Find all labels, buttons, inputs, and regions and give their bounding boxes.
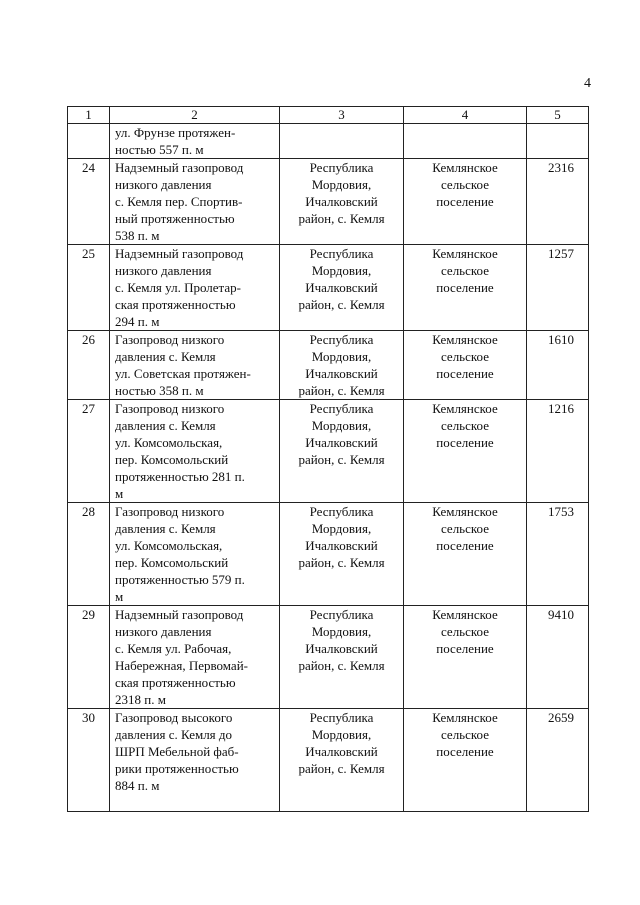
owner-line: сельское [441, 349, 489, 364]
object-name-line: ская протяженностью [115, 297, 236, 312]
row-number-cell: 26 [68, 331, 110, 400]
object-name-line: ностью 557 п. м [115, 142, 204, 157]
owner-line: сельское [441, 263, 489, 278]
owner-line: Кемлянское [432, 607, 498, 622]
location-line: Мордовия, [311, 624, 372, 639]
row-number-cell: 25 [68, 245, 110, 331]
table-row [68, 606, 589, 709]
location-line: Республика [309, 710, 374, 725]
location-line: Мордовия, [311, 521, 372, 536]
value-cell: 2316 [527, 159, 589, 245]
owner-line: сельское [441, 624, 489, 639]
column-header: 3 [280, 107, 404, 124]
object-name-line: ул. Советская протяжен- [115, 366, 251, 381]
column-header: 1 [68, 107, 110, 124]
object-name-line: рики протяженностью [115, 761, 239, 776]
row-number-cell: 29 [68, 606, 110, 709]
value-cell: 1216 [527, 400, 589, 503]
table-row [68, 159, 589, 245]
owner-line: поселение [436, 280, 494, 295]
object-name-line: Газопровод низкого [115, 332, 225, 347]
object-name-line: Газопровод низкого [115, 401, 225, 416]
table-row [68, 503, 589, 606]
location-line: район, с. Кемля [298, 658, 385, 673]
object-name-cell [110, 400, 280, 503]
object-name-line: 884 п. м [115, 778, 160, 793]
object-name-line: Набережная, Первомай- [115, 658, 248, 673]
location-line: Республика [309, 607, 374, 622]
value-cell [527, 124, 589, 159]
owner-line: поселение [436, 641, 494, 656]
table-row [68, 331, 589, 400]
value-cell: 2659 [527, 709, 589, 812]
object-name-cell [110, 124, 280, 159]
table-row [68, 245, 589, 331]
location-cell [280, 400, 404, 503]
owner-cell [404, 606, 527, 709]
location-cell [280, 709, 404, 812]
location-line: Республика [309, 160, 374, 175]
object-name-line: ный протяженностью [115, 211, 235, 226]
row-number-cell [68, 124, 110, 159]
object-name-line: Газопровод низкого [115, 504, 225, 519]
object-name-line: низкого давления [115, 177, 212, 192]
object-name-line: с. Кемля пер. Спортив- [115, 194, 243, 209]
owner-line: поселение [436, 744, 494, 759]
location-line: Ичалковский [305, 641, 378, 656]
column-header: 4 [404, 107, 527, 124]
owner-line: поселение [436, 366, 494, 381]
owner-line: Кемлянское [432, 246, 498, 261]
object-name-line: Надземный газопровод [115, 246, 244, 261]
column-header: 5 [527, 107, 589, 124]
location-line: район, с. Кемля [298, 452, 385, 467]
object-name-line: с. Кемля ул. Рабочая, [115, 641, 232, 656]
table-row [68, 400, 589, 503]
object-name-line: ул. Комсомольская, [115, 435, 223, 450]
row-number-cell: 27 [68, 400, 110, 503]
location-line: Республика [309, 401, 374, 416]
gas-pipeline-registry-table [67, 106, 589, 812]
object-name-line: м [115, 589, 124, 604]
location-line: Республика [309, 504, 374, 519]
location-line: Мордовия, [311, 727, 372, 742]
location-cell [280, 503, 404, 606]
owner-line: поселение [436, 194, 494, 209]
object-name-line: пер. Комсомольский [115, 452, 229, 467]
object-name-line: низкого давления [115, 263, 212, 278]
location-cell [280, 159, 404, 245]
object-name-line: пер. Комсомольский [115, 555, 229, 570]
owner-cell [404, 400, 527, 503]
object-name-line: 2318 п. м [115, 692, 166, 707]
location-line: район, с. Кемля [298, 211, 385, 226]
object-name-line: 294 п. м [115, 314, 160, 329]
location-cell [280, 245, 404, 331]
location-line: Мордовия, [311, 418, 372, 433]
object-name-cell [110, 159, 280, 245]
object-name-line: ностью 358 п. м [115, 383, 204, 398]
object-name-line: давления с. Кемля [115, 521, 216, 536]
owner-cell [404, 503, 527, 606]
location-line: район, с. Кемля [298, 555, 385, 570]
page-number: 4 [584, 76, 591, 91]
location-line: Ичалковский [305, 538, 378, 553]
object-name-line: Надземный газопровод [115, 607, 244, 622]
object-name-cell [110, 503, 280, 606]
owner-line: сельское [441, 727, 489, 742]
owner-line: Кемлянское [432, 504, 498, 519]
value-cell: 1610 [527, 331, 589, 400]
location-cell [280, 124, 404, 159]
column-header: 2 [110, 107, 280, 124]
value-cell: 1753 [527, 503, 589, 606]
object-name-line: ская протяженностью [115, 675, 236, 690]
location-line: Ичалковский [305, 435, 378, 450]
location-line: Мордовия, [311, 349, 372, 364]
location-line: Республика [309, 332, 374, 347]
location-line: Ичалковский [305, 744, 378, 759]
location-line: Ичалковский [305, 366, 378, 381]
owner-cell [404, 331, 527, 400]
owner-cell [404, 124, 527, 159]
location-line: район, с. Кемля [298, 761, 385, 776]
object-name-cell [110, 606, 280, 709]
object-name-line: ШРП Мебельной фаб- [115, 744, 239, 759]
object-name-line: 538 п. м [115, 228, 160, 243]
owner-cell [404, 245, 527, 331]
location-line: район, с. Кемля [298, 383, 385, 398]
row-number-cell: 24 [68, 159, 110, 245]
value-cell: 1257 [527, 245, 589, 331]
location-line: Ичалковский [305, 194, 378, 209]
owner-line: сельское [441, 521, 489, 536]
object-name-cell [110, 245, 280, 331]
object-name-line: м [115, 486, 124, 501]
owner-line: Кемлянское [432, 401, 498, 416]
table-row [68, 124, 589, 159]
owner-line: Кемлянское [432, 332, 498, 347]
location-line: Мордовия, [311, 263, 372, 278]
owner-line: сельское [441, 177, 489, 192]
value-cell: 9410 [527, 606, 589, 709]
location-line: Республика [309, 246, 374, 261]
object-name-cell [110, 709, 280, 812]
object-name-line: давления с. Кемля [115, 418, 216, 433]
object-name-line: с. Кемля ул. Пролетар- [115, 280, 241, 295]
location-line: Ичалковский [305, 280, 378, 295]
owner-line: поселение [436, 538, 494, 553]
owner-cell [404, 159, 527, 245]
owner-line: поселение [436, 435, 494, 450]
owner-line: сельское [441, 418, 489, 433]
object-name-line: низкого давления [115, 624, 212, 639]
row-number-cell: 30 [68, 709, 110, 812]
table-row [68, 709, 589, 812]
location-line: Мордовия, [311, 177, 372, 192]
location-cell [280, 606, 404, 709]
object-name-line: протяженностью 579 п. [115, 572, 245, 587]
owner-cell [404, 709, 527, 812]
object-name-line: давления с. Кемля до [115, 727, 233, 742]
location-cell [280, 331, 404, 400]
object-name-line: давления с. Кемля [115, 349, 216, 364]
table-header-row [68, 107, 589, 124]
object-name-line: ул. Фрунзе протяжен- [115, 125, 236, 140]
owner-line: Кемлянское [432, 160, 498, 175]
row-number-cell: 28 [68, 503, 110, 606]
object-name-line: Газопровод высокого [115, 710, 233, 725]
object-name-cell [110, 331, 280, 400]
object-name-line: Надземный газопровод [115, 160, 244, 175]
location-line: район, с. Кемля [298, 297, 385, 312]
object-name-line: ул. Комсомольская, [115, 538, 223, 553]
object-name-line: протяженностью 281 п. [115, 469, 245, 484]
owner-line: Кемлянское [432, 710, 498, 725]
